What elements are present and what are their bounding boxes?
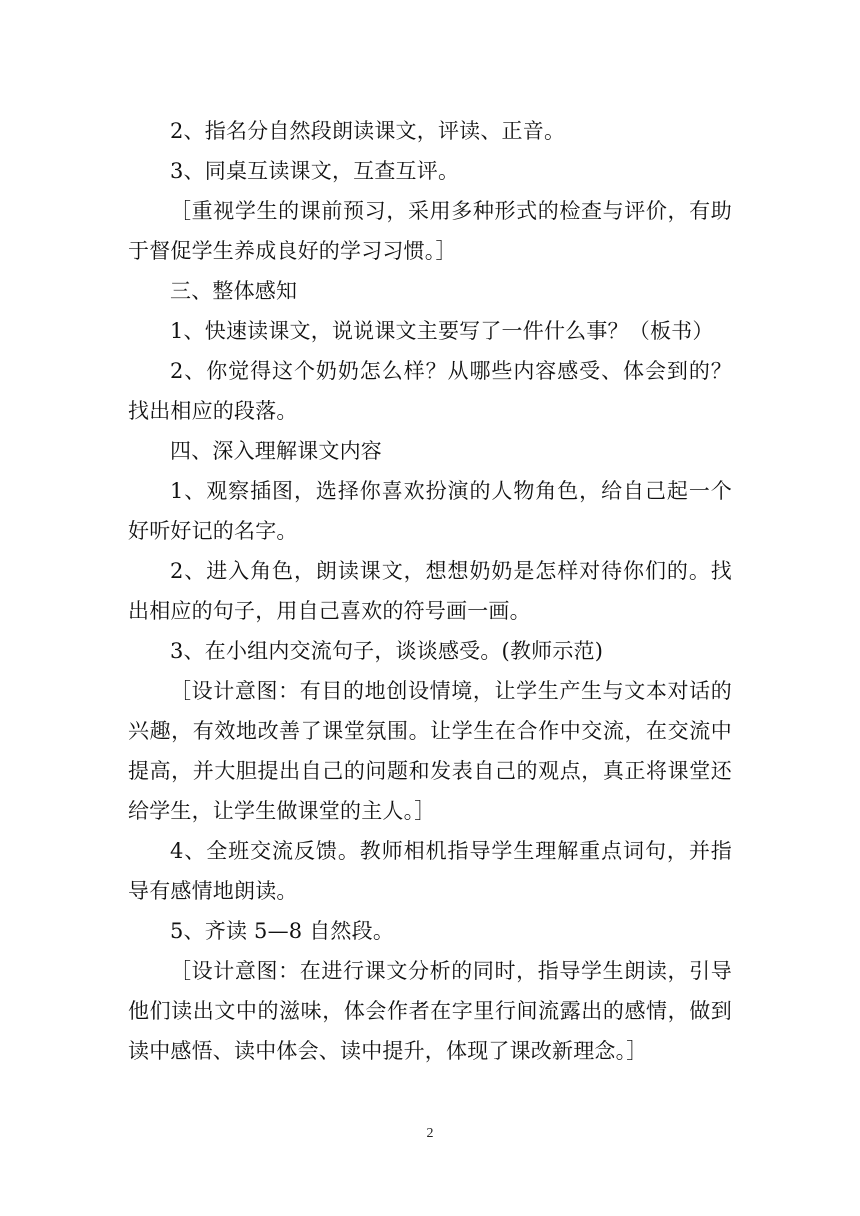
document-body <box>128 111 732 1071</box>
paragraph-5: 1、快速读课文，说说课文主要写了一件什么事？（板书） <box>170 319 714 343</box>
design-intent-note-1: ［设计意图：有目的地创设情境，让学生产生与文本对话的兴趣，有效地改善了课堂氛围。让学生在合作中交流，在交流中提高，并大胆提出自己的问题和发表自己的观点，真正将课堂还给学生，让学生做课堂的主人。］ <box>128 679 732 823</box>
paragraph-6: 2、你觉得这个奶奶怎么样？从哪些内容感受、体会到的？找出相应的段落。 <box>128 359 732 423</box>
paragraph-13: 5、齐读 5—8 自然段。 <box>170 919 395 943</box>
design-intent-note-2: ［设计意图：在进行课文分析的同时，指导学生朗读，引导他们读出文中的滋味，体会作者在字里行间流露出的感情，做到读中感悟、读中体会、读中提升，体现了课改新理念。］ <box>128 959 732 1063</box>
paragraph-3: ［重视学生的课前预习，采用多种形式的检查与评价，有助于督促学生养成良好的学习习惯。］ <box>128 199 732 263</box>
section-heading-3: 三、整体感知 <box>170 279 298 303</box>
paragraph-10: 3、在小组内交流句子，谈谈感受。(教师示范) <box>170 639 604 663</box>
page-number: 2 <box>426 1126 434 1141</box>
paragraph-1: 2、指名分自然段朗读课文，评读、正音。 <box>170 119 566 143</box>
paragraph-12: 4、全班交流反馈。教师相机指导学生理解重点词句，并指导有感情地朗读。 <box>128 839 732 903</box>
paragraph-8: 1、观察插图，选择你喜欢扮演的人物角色，给自己起一个好听好记的名字。 <box>128 479 732 543</box>
paragraph-2: 3、同桌互读课文，互查互评。 <box>170 159 460 183</box>
paragraph-9: 2、进入角色，朗读课文，想想奶奶是怎样对待你们的。找出相应的句子，用自己喜欢的符号画一画。 <box>128 559 732 623</box>
section-heading-4: 四、深入理解课文内容 <box>170 439 382 463</box>
